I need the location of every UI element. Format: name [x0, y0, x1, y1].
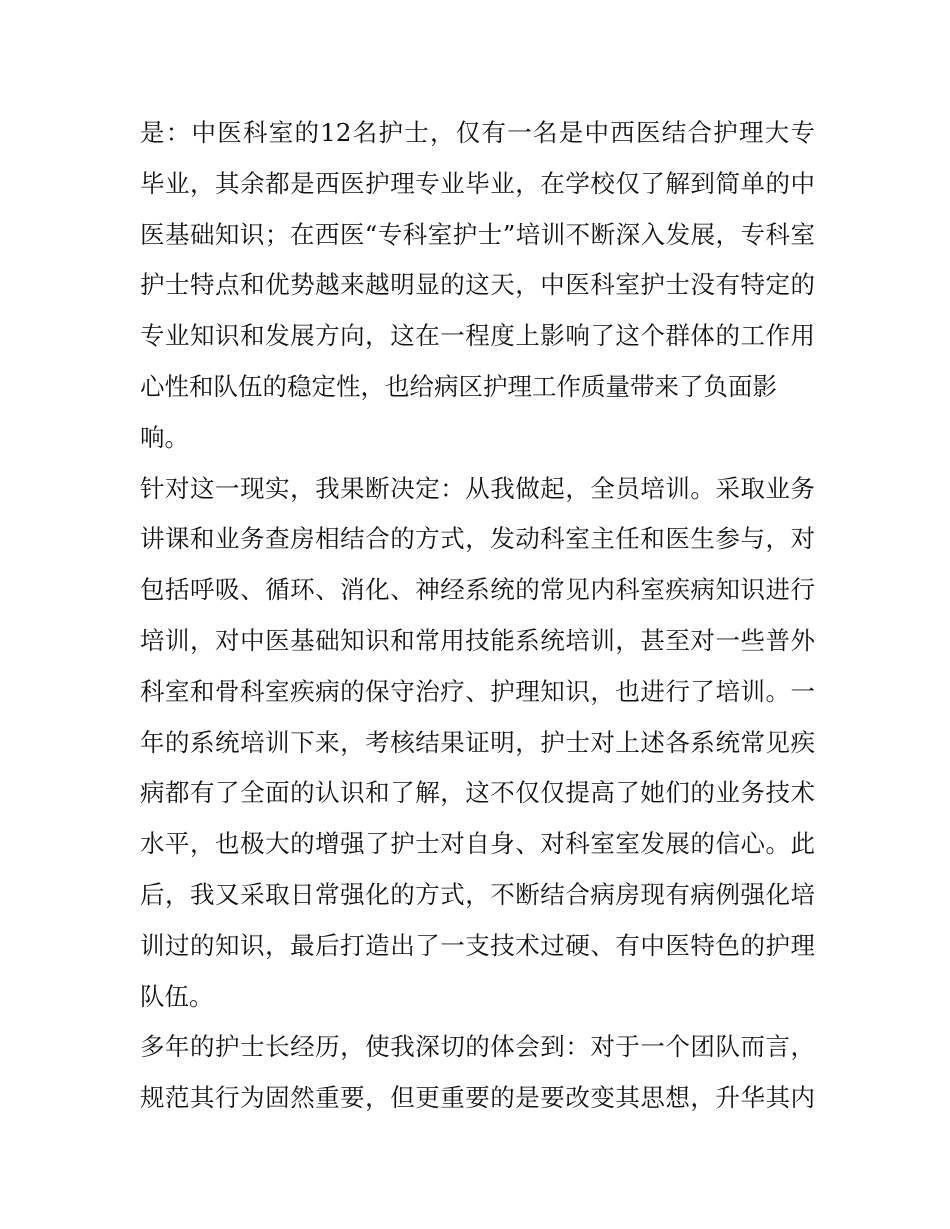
paragraph-3-line-1: 多年的护士长经历，使我深切的体会到：对于一个团队而言，	[140, 1032, 815, 1062]
paragraph-2-line-3: 包括呼吸、循环、消化、神经系统的常见内科室疾病知识进行	[140, 575, 815, 605]
document-body	[140, 108, 815, 1124]
paragraph-1-line-4: 护士特点和优势越来越明显的这天，中医科室护士没有特定的	[140, 270, 815, 300]
paragraph-1-line-7: 响。	[140, 422, 189, 452]
paragraph-1-line-3: 医基础知识；在西医“专科室护士”培训不断深入发展，专科室	[140, 219, 815, 249]
paragraph-2-line-2: 讲课和业务查房相结合的方式，发动科室主任和医生参与，对	[140, 524, 815, 554]
paragraph-2-line-6: 年的系统培训下来，考核结果证明，护士对上述各系统常见疾	[140, 727, 815, 757]
paragraph-2-line-8: 水平，也极大的增强了护士对自身、对科室室发展的信心。此	[140, 829, 815, 859]
paragraph-2-line-10: 训过的知识，最后打造出了一支技术过硬、有中医特色的护理	[140, 930, 815, 960]
paragraph-2-line-9: 后，我又采取日常强化的方式，不断结合病房现有病例强化培	[140, 879, 815, 909]
paragraph-2-line-7: 病都有了全面的认识和了解，这不仅仅提高了她们的业务技术	[140, 778, 815, 808]
paragraph-2-line-5: 科室和骨科室疾病的保守治疗、护理知识，也进行了培训。一	[140, 676, 815, 706]
paragraph-1-line-1: 是：中医科室的12名护士，仅有一名是中西医结合护理大专	[140, 118, 815, 147]
paragraph-3-line-2: 规范其行为固然重要，但更重要的是要改变其思想，升华其内	[140, 1083, 815, 1113]
paragraph-1-line-5: 专业知识和发展方向，这在一程度上影响了这个群体的工作用	[140, 321, 815, 351]
paragraph-1-line-2: 毕业，其余都是西医护理专业毕业，在学校仅了解到简单的中	[140, 168, 815, 198]
paragraph-2-line-11: 队伍。	[140, 981, 214, 1011]
paragraph-2-line-4: 培训，对中医基础知识和常用技能系统培训，甚至对一些普外	[140, 625, 815, 655]
paragraph-1-line-6: 心性和队伍的稳定性，也给病区护理工作质量带来了负面影	[140, 371, 777, 401]
paragraph-2-line-1: 针对这一现实，我果断决定：从我做起，全员培训。采取业务	[140, 473, 815, 503]
